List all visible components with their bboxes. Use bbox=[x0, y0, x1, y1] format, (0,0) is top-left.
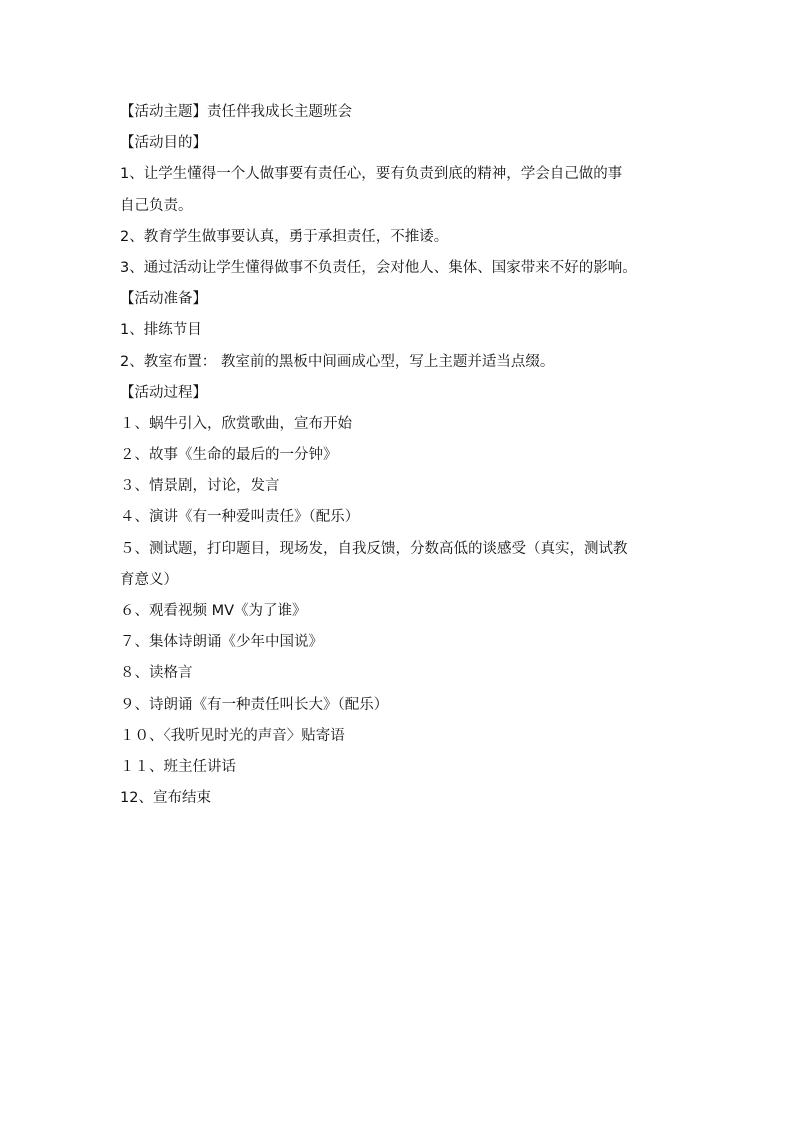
process-item-5: ５、测试题，打印题目，现场发，自我反馈，分数高低的谈感受（真实，测试教 bbox=[120, 540, 628, 557]
purpose-item-3: 3、通过活动让学生懂得做事不负责任，会对他人、集体、国家带来不好的影响。 bbox=[120, 259, 637, 276]
process-item-7: ７、集体诗朗诵《少年中国说》 bbox=[120, 634, 323, 651]
process-item-12: 12、宣布结束 bbox=[120, 790, 211, 807]
activity-process-heading: 【活动过程】 bbox=[120, 384, 207, 401]
purpose-item-1: 1、让学生懂得一个人做事要有责任心，要有负责到底的精神，学会自己做的事 bbox=[120, 166, 623, 183]
process-item-2: ２、故事《生命的最后的一分钟》 bbox=[120, 447, 338, 464]
purpose-item-2: 2、教育学生做事要认真，勇于承担责任，不推诿。 bbox=[120, 228, 449, 245]
process-item-5-continued: 育意义） bbox=[120, 571, 178, 588]
preparation-item-1: 1、排练节目 bbox=[120, 322, 202, 339]
process-item-6: ６、观看视频 MV《为了谁》 bbox=[120, 603, 307, 619]
process-item-9: ９、诗朗诵《有一种责任叫长大》（配乐） bbox=[120, 696, 389, 713]
activity-purpose-heading: 【活动目的】 bbox=[120, 135, 207, 152]
activity-preparation-heading: 【活动准备】 bbox=[120, 291, 207, 308]
preparation-item-2: 2、教室布置： 教室前的黑板中间画成心型，写上主题并适当点缀。 bbox=[120, 353, 555, 370]
purpose-item-1-continued: 自己负责。 bbox=[120, 197, 193, 214]
process-item-4: ４、演讲《有一种爱叫责任》（配乐） bbox=[120, 509, 360, 526]
document-body bbox=[120, 100, 685, 817]
process-item-10: １０、〈我听见时光的声音〉贴寄语 bbox=[120, 727, 345, 744]
process-item-3: ３、情景剧，讨论，发言 bbox=[120, 478, 280, 495]
activity-theme-line: 【活动主题】责任伴我成长主题班会 bbox=[120, 104, 352, 120]
process-item-1: １、蜗牛引入，欣赏歌曲，宣布开始 bbox=[120, 415, 352, 432]
process-item-11: １１、班主任讲话 bbox=[120, 758, 236, 775]
process-item-8: ８、读格言 bbox=[120, 665, 193, 682]
